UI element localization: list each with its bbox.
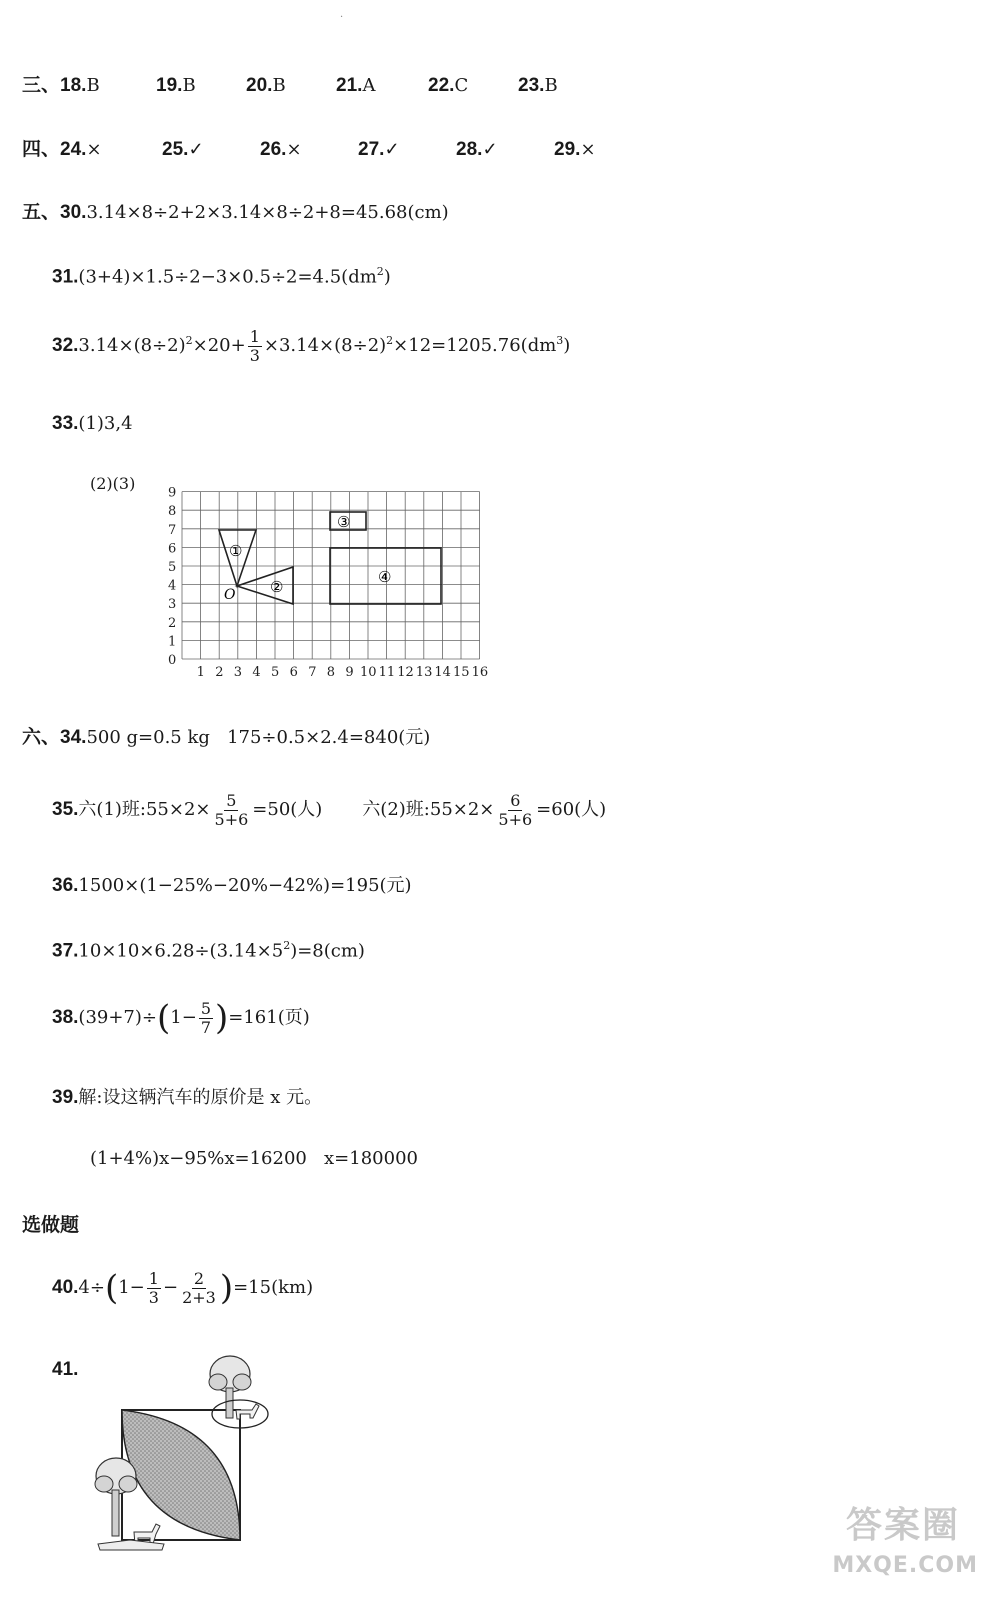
row-q18-23 bbox=[22, 76, 558, 95]
origin-label: O bbox=[224, 587, 236, 603]
fraction: $\frac{1}{3}$ bbox=[148, 1269, 159, 1307]
answer-item: 18.B bbox=[60, 75, 100, 96]
fraction: $\frac{6}{5+6}$ bbox=[498, 791, 533, 829]
x-tick-label: 7 bbox=[308, 665, 317, 680]
row-q38: 38.(39+7)÷(1− $\frac{5}{7}$ )=161(页) bbox=[52, 998, 310, 1039]
y-tick-label: 6 bbox=[168, 541, 177, 557]
answer-item: 25.✓ bbox=[162, 139, 204, 160]
y-tick-label: 8 bbox=[168, 504, 177, 520]
x-tick-label: 8 bbox=[326, 665, 336, 680]
y-tick-label: 9 bbox=[168, 485, 177, 501]
shape-3-label: ③ bbox=[337, 513, 351, 531]
section-label-5: 五、 bbox=[22, 201, 61, 223]
y-tick-label: 4 bbox=[168, 578, 177, 594]
section-label-4: 四、 bbox=[22, 138, 61, 160]
answer-item: 22.C bbox=[428, 75, 469, 96]
x-tick-label: 5 bbox=[271, 665, 280, 680]
x-tick-label: 9 bbox=[345, 665, 354, 680]
row-q34: 六、34.500 g=0.5 kg 175÷0.5×2.4=840(元) bbox=[22, 726, 431, 748]
x-tick-label: 16 bbox=[471, 665, 489, 680]
fraction: $\frac{5}{5+6}$ bbox=[214, 791, 249, 829]
row-q41: 41. bbox=[52, 1359, 79, 1380]
y-tick-label: 7 bbox=[168, 522, 177, 538]
shaded-lens bbox=[122, 1410, 240, 1540]
shape-1-label: ① bbox=[229, 542, 243, 560]
shape-2-triangle bbox=[237, 567, 293, 604]
fraction: $\frac{5}{7}$ bbox=[200, 999, 211, 1037]
coordinate-grid bbox=[160, 482, 500, 682]
y-tick-label: 3 bbox=[168, 597, 177, 613]
answer-item: 27.✓ bbox=[358, 139, 400, 160]
y-axis-ticks bbox=[168, 486, 176, 668]
answer-item: 29.× bbox=[554, 139, 596, 160]
watermark-logo: 答案圈 bbox=[845, 1505, 960, 1546]
fraction: $\frac{1}{3}$ bbox=[249, 327, 260, 365]
answer-item: 21.A bbox=[336, 75, 376, 96]
x-tick-label: 13 bbox=[415, 665, 433, 680]
shape-2-label: ② bbox=[270, 578, 284, 596]
x-tick-label: 2 bbox=[215, 665, 224, 680]
x-tick-label: 4 bbox=[252, 665, 261, 680]
answer-item: 26.× bbox=[260, 139, 302, 160]
section-label-3: 三、 bbox=[22, 74, 61, 96]
y-tick-label: 2 bbox=[168, 615, 177, 631]
tree-icon bbox=[95, 1458, 137, 1536]
tree-icon bbox=[209, 1356, 251, 1418]
row-q24-29 bbox=[22, 140, 596, 159]
x-tick-label: 1 bbox=[196, 665, 205, 680]
section-label-6: 六、 bbox=[22, 726, 61, 748]
x-tick-label: 14 bbox=[434, 665, 451, 680]
watermark-url: MXQE.COM bbox=[832, 1553, 978, 1578]
q39-equation: (1+4%)x−95%x=16200 x=180000 bbox=[90, 1148, 418, 1169]
row-q37: $37.10\times 10\times 6.28\div(3.14\times 5^2)=8(cm)$ bbox=[52, 939, 365, 962]
answer-item: 28.✓ bbox=[456, 139, 498, 160]
row-q40: 40.4÷(1− $\frac{1}{3}$ − $\frac{2}{2+3}$ )=15(km) bbox=[52, 1268, 314, 1309]
fraction: $\frac{2}{2+3}$ bbox=[182, 1269, 216, 1307]
y-tick-label: 1 bbox=[168, 634, 177, 650]
row-q35: 35.六(1)班:55×2× $\frac{5}{5+6}$ =50(人) 六(2)班:55×2× $\frac{6}{5+6}$ =60(人) bbox=[52, 791, 607, 829]
row-q31: $31.(3+4)\times 1.5\div 2-3\times 0.5\div 2=4.5(dm^2)$ bbox=[52, 265, 391, 288]
answer-item: 19.B bbox=[156, 75, 196, 96]
q41-figure bbox=[90, 1352, 280, 1588]
x-tick-label: 6 bbox=[289, 665, 298, 680]
row-q30: 五、30.3.14×8÷2+2×3.14×8÷2+8=45.68(cm) bbox=[22, 201, 449, 223]
top-dot: · bbox=[340, 12, 344, 23]
q33-part2-label: (2)(3) bbox=[90, 474, 136, 493]
row-q33: 33.(1)3,4 bbox=[52, 413, 133, 434]
goat-icon bbox=[236, 1404, 259, 1419]
x-axis-ticks bbox=[197, 665, 489, 680]
x-tick-label: 10 bbox=[360, 665, 377, 680]
row-q39: 39.解:设这辆汽车的原价是 x 元。 bbox=[52, 1087, 323, 1108]
answer-item: 20.B bbox=[246, 75, 286, 96]
x-tick-label: 15 bbox=[453, 665, 470, 680]
row-q32: $32.3.14\times(8\div 2)^2\times 20+$ $\frac{1}{3}$ $\times 3.14\times(8\div 2)^2\times 12=1205.76(dm^3)$ bbox=[52, 327, 571, 365]
y-tick-label: 5 bbox=[168, 560, 177, 575]
answer-item: 24.× bbox=[60, 139, 102, 160]
answer-item: 23.B bbox=[518, 75, 558, 96]
x-tick-label: 12 bbox=[397, 665, 414, 680]
shape-4-label: ④ bbox=[378, 568, 392, 586]
y-tick-label: 0 bbox=[168, 653, 177, 668]
x-tick-label: 11 bbox=[378, 665, 396, 680]
row-q36: 36.1500×(1−25%−20%−42%)=195(元) bbox=[52, 875, 412, 896]
x-tick-label: 3 bbox=[233, 665, 243, 680]
optional-section-heading: 选做题 bbox=[22, 1214, 80, 1236]
